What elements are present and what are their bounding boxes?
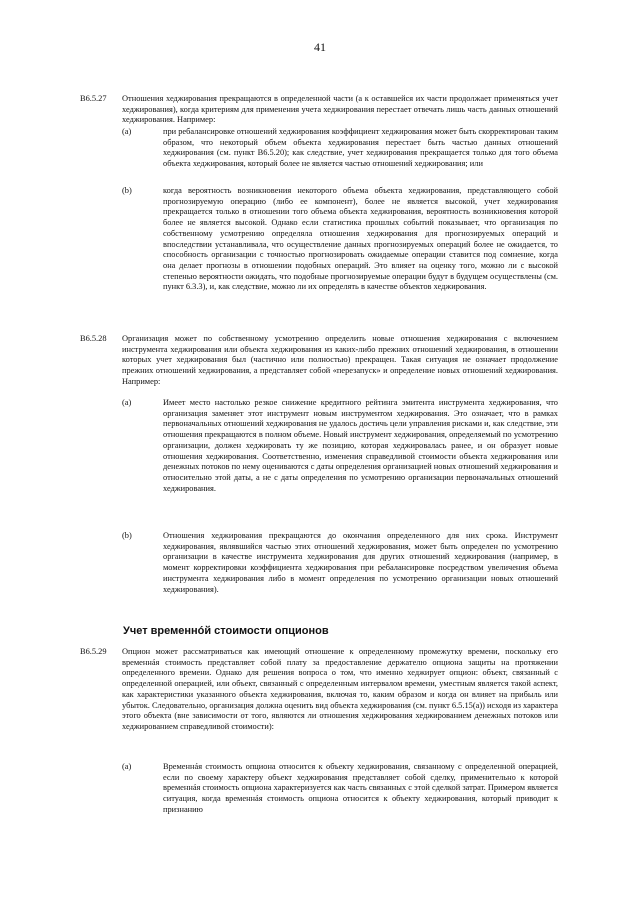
item-label: (a) — [122, 762, 132, 771]
page-number: 41 — [314, 40, 326, 54]
item-text: Имеет место настолько резкое снижение кредитного рейтинга эмитента инструмента хеджирования, что организация заменяет этот инструмент новым инструментом хеджирования. Это означает, что в рамках первоначальных отношений хеджирования не удалось достичь цели управления рисками и, как следствие, эти отношения прекращаются в полном объеме. Новый инструмент хеджирования, определяемый по усмотрению организации, должен хеджировать ту же позицию, которая хеджировалась ранее, и он образует новые отношения хеджирования. Соответственно, изменения справедливой стоимости объекта хеджирования или денежных потоков по нему оцениваются с даты определения организацией новых отношений хеджирования и относительно этой даты, а не с даты определения по усмотрению организации первоначальных отношений хеджирования. — [163, 398, 558, 493]
paragraph-text: Организация может по собственному усмотрению определить новые отношения хеджирования с включением инструмента хеджирования или объекта хеджирования из каких-либо прежних отношений хеджирования, в отношении которых учет хеджирования был (частично или полностью) прекращен. Такая ситуация не означает продолжение прежних отношений хеджирования, а представляет собой «перезапуск» и определение новых отношений хеджирования. Например: — [122, 334, 558, 386]
item-text: Временнáя стоимость опциона относится к объекту хеджирования, связанному с определенной операцией, если по своему характеру объект хеджирования представляет собой сделку, применительно к которой временнáя стоимость опциона характеризуется как часть связанных с этой сделкой затрат. Примером является ситуация, когда временнáя стоимость опциона относится к объекту хеджирования, который приводит к признанию — [163, 762, 558, 814]
item-text: когда вероятность возникновения некоторого объема объекта хеджирования, представляющего собой прогнозируемую операцию (либо ее компонент), более не является высокой, учет хеджирования прекращается только в отношении того объема объекта хеджирования, вероятность возникновения которой более не является высокой. Однако если статистика прошлых событий показывает, что организация по собственному усмотрению определяла отношения хеджирования для прогнозируемых операций и впоследствии устанавливала, что осуществление данных прогнозируемых операций более не ожидается, то способность организации с точностью прогнозировать ожидаемые операции ставится под сомнение, когда она делает прогнозы в отношении подобных операций. Это влияет на оценку того, можно ли с высокой степенью вероятности ожидать, что подобные прогнозируемые операции будут в будущем осуществлены (см. пункт 6.3.3), и, как следствие, можно ли их определять в качестве объектов хеджирования. — [163, 186, 558, 292]
item-label: (a) — [122, 127, 132, 136]
paragraph-text: Опцион может рассматриваться как имеющий отношение к определенному промежутку времени, поскольку его временнáя стоимость представляет собой плату за предоставление держателю опциона защиты на протяжении определенного времени. Однако для решения вопроса о том, что именно хеджирует опцион: объект, связанный с определенной операцией, или объект, связанный с определенным интервалом времени, уместным является такой аспект, как характеристики указанного объекта хеджирования, включая то, каким образом и когда он влияет на прибыль или убыток. Следовательно, организация должна оценить вид объекта хеджирования (см. пункт 6.5.15(a)) исходя из характера этого объекта (вне зависимости от того, являются ли отношения хеджирования хеджированием денежных потоков или хеджированием справедливой стоимости): — [122, 647, 558, 731]
item-label: (b) — [122, 531, 132, 540]
item-label: (a) — [122, 398, 132, 407]
item-text: при ребалансировке отношений хеджирования коэффициент хеджирования может быть скорректирован таким образом, что некоторый объем объекта хеджирования перестает быть частью данных отношений хеджирования (см. пункт B6.5.20); как следствие, учет хеджирования прекращается только для того объема объекта хеджирования, который более не является частью отношений хеджирования; или — [163, 127, 558, 169]
paragraph-text: Отношения хеджирования прекращаются в определенной части (а к оставшейся их части продолжает применяться учет хеджирования), когда критериям для применения учета хеджирования перестает отвечать лишь часть данных отношений хеджирования. Например: — [122, 94, 558, 125]
paragraph-number: B6.5.29 — [80, 647, 107, 656]
item-label: (b) — [122, 186, 132, 195]
paragraph-number: B6.5.27 — [80, 94, 107, 103]
item-text: Отношения хеджирования прекращаются до окончания определенного для них срока. Инструмент хеджирования, являвшийся частью этих отношений хеджирования, может быть определен по усмотрению организации в качестве инструмента хеджирования для других отношений хеджирования (например, в момент корректировки коэффициента хеджирования при ребалансировке посредством увеличения объема инструмента хеджирования либо в момент определения по усмотрению организации новых отношений хеджирования). — [163, 531, 558, 594]
paragraph-number: B6.5.28 — [80, 334, 107, 343]
section-heading: Учет временнóй стоимости опционов — [123, 625, 329, 637]
